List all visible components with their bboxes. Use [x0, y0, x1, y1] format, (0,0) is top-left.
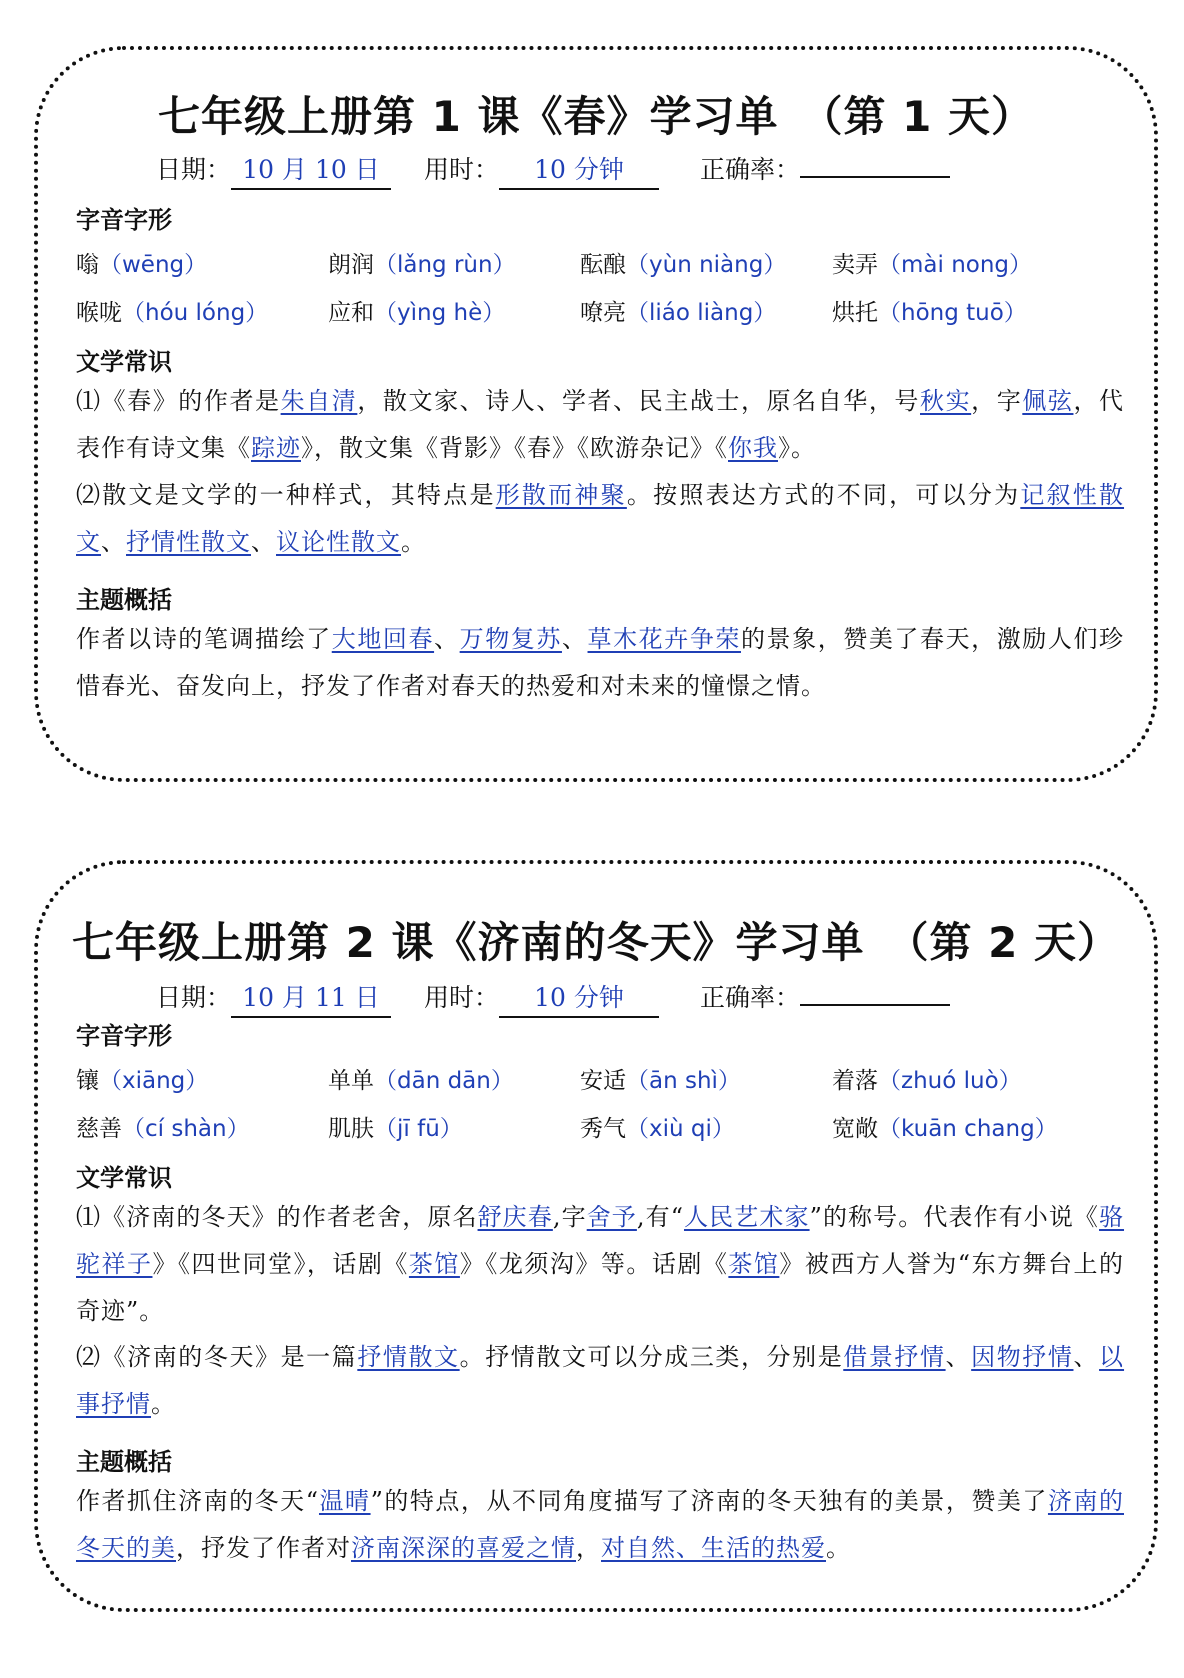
- answer-text: 万物复苏: [459, 625, 562, 653]
- answer-text: 以事抒情: [76, 1343, 1125, 1418]
- vocab-row: [76, 1062, 1124, 1096]
- vocab-item: 肌肤（jī fū）: [328, 1116, 463, 1142]
- paragraph-text: 》。: [778, 434, 816, 462]
- accuracy-item: [700, 150, 950, 186]
- paragraph-text: ⑵散文是文学的一种样式，其特点是: [76, 481, 496, 509]
- paragraph-text: ，散文家、诗人、学者、民主战士，原名自华，号: [357, 387, 920, 415]
- answer-text: 你我: [728, 434, 778, 462]
- answer-text: 草木花卉争荣: [587, 625, 741, 653]
- paragraph-text: 》，散文集《背影》《春》《欧游杂记》《: [301, 434, 728, 462]
- paragraph-text: 。抒情散文可以分成三类，分别是: [459, 1343, 844, 1371]
- paragraph-text: 、: [434, 625, 460, 653]
- accuracy-label: 正确率：: [700, 155, 801, 184]
- answer-text: 大地回春: [331, 625, 435, 653]
- paragraph-text: 。: [401, 528, 426, 556]
- date-field[interactable]: 10 月 10 日: [231, 150, 391, 190]
- vocab-item: 镶（xiāng）: [76, 1068, 209, 1094]
- vocab-row: [76, 1110, 1124, 1144]
- section-heading-theme: 主题概括: [76, 1448, 172, 1476]
- vocab-item: 应和（yìng hè）: [328, 300, 506, 326]
- answer-text: 抒情性散文: [126, 528, 251, 556]
- vocab-item: 酝酿（yùn niàng）: [580, 252, 787, 278]
- paragraph-text: ，: [576, 1534, 601, 1562]
- section-heading-vocab: 字音字形: [76, 206, 172, 234]
- answer-text: 抒情散文: [357, 1343, 460, 1371]
- vocab-item: 朗润（lǎng rùn）: [328, 252, 516, 278]
- vocab-item: 卖弄（mài nong）: [832, 252, 1033, 278]
- accuracy-item: [700, 978, 950, 1014]
- paragraph-text: ,字: [552, 1203, 587, 1231]
- answer-text: 秋实: [920, 387, 972, 415]
- date-label: 日期：: [156, 983, 232, 1012]
- answer-text: 议论性散文: [276, 528, 401, 556]
- answer-text: 记叙性散文: [76, 481, 1125, 556]
- lesson-card-1: [34, 46, 1158, 782]
- date-field[interactable]: 10 月 11 日: [231, 978, 391, 1018]
- paragraph-text: ，字: [971, 387, 1023, 415]
- time-item: [424, 150, 659, 190]
- accuracy-field[interactable]: [800, 1002, 950, 1006]
- literature-paragraph-1: [76, 378, 1124, 472]
- date-label: 日期：: [156, 155, 232, 184]
- time-item: [424, 978, 659, 1018]
- answer-text: 对自然、生活的热爱: [601, 1534, 826, 1562]
- vocab-item: 烘托（hōng tuō）: [832, 300, 1027, 326]
- lesson-card-2: [34, 860, 1158, 1612]
- time-field[interactable]: 10 分钟: [499, 978, 659, 1018]
- paragraph-text: 》《龙须沟》等。话剧《: [459, 1250, 729, 1278]
- answer-text: 因物抒情: [971, 1343, 1074, 1371]
- paragraph-text: 、: [101, 528, 126, 556]
- paragraph-text: 。: [151, 1390, 176, 1418]
- answer-text: 朱自清: [280, 387, 358, 415]
- vocab-item: 秀气（xiù qi）: [580, 1116, 735, 1142]
- paragraph-text: 、: [945, 1343, 972, 1371]
- answer-text: 骆驼祥子: [76, 1203, 1125, 1278]
- paragraph-text: 。按照表达方式的不同，可以分为: [626, 481, 1021, 509]
- date-item: [156, 150, 391, 190]
- paragraph-text: ，抒发了作者对: [176, 1534, 351, 1562]
- paragraph-text: 作者以诗的笔调描绘了: [76, 625, 332, 653]
- paragraph-text: 、: [1073, 1343, 1100, 1371]
- answer-text: 茶馆: [408, 1250, 460, 1278]
- date-item: [156, 978, 391, 1018]
- paragraph-text: ⑴《济南的冬天》的作者老舍，原名: [76, 1203, 478, 1231]
- paragraph-text: 的景象，赞美了春天，激励人们珍惜春光、奋发向上，抒发了作者对春天的热爱和对未来的憧憬之情。: [76, 625, 1125, 700]
- answer-text: 茶馆: [728, 1250, 780, 1278]
- vocab-row: [76, 294, 1124, 328]
- answer-text: 济南深深的喜爱之情: [351, 1534, 576, 1562]
- vocab-row: [76, 246, 1124, 280]
- answer-text: 济南的冬天的美: [76, 1487, 1124, 1562]
- theme-paragraph: [76, 616, 1124, 710]
- literature-paragraph-2: [76, 472, 1124, 566]
- paragraph-text: 。: [826, 1534, 851, 1562]
- paragraph-text: 》《四世同堂》，话剧《: [152, 1250, 409, 1278]
- time-label: 用时：: [424, 155, 500, 184]
- paragraph-text: ”的称号。代表作有小说《: [809, 1203, 1100, 1231]
- literature-paragraph-1: [76, 1194, 1124, 1335]
- section-heading-vocab: 字音字形: [76, 1022, 172, 1050]
- time-field[interactable]: 10 分钟: [499, 150, 659, 190]
- lesson-title: 七年级上册第 1 课《春》学习单 （第 1 天）: [158, 92, 1034, 141]
- paragraph-text: ，代表作有诗文集《: [76, 387, 1125, 462]
- accuracy-label: 正确率：: [700, 983, 801, 1012]
- vocab-item: 喉咙（hóu lóng）: [76, 300, 269, 326]
- vocab-item: 宽敞（kuān chang）: [832, 1116, 1058, 1142]
- answer-text: 舒庆春: [477, 1203, 553, 1231]
- paragraph-text: 》被西方人誉为“东方舞台上的奇迹”。: [76, 1250, 1125, 1325]
- section-heading-literature: 文学常识: [76, 348, 172, 376]
- vocab-item: 着落（zhuó luò）: [832, 1068, 1022, 1094]
- paragraph-text: ⑵《济南的冬天》是一篇: [76, 1343, 358, 1371]
- answer-text: 舍予: [586, 1203, 637, 1231]
- lesson-title: 七年级上册第 2 课《济南的冬天》学习单 （第 2 天）: [72, 918, 1120, 967]
- section-heading-theme: 主题概括: [76, 586, 172, 614]
- vocab-item: 慈善（cí shàn）: [76, 1116, 250, 1142]
- answer-text: 踪迹: [251, 434, 301, 462]
- paragraph-text: ”的特点，从不同角度描写了济南的冬天独有的美景，赞美了: [370, 1487, 1048, 1515]
- vocab-item: 安适（ān shì）: [580, 1068, 741, 1094]
- answer-text: 温晴: [318, 1487, 371, 1515]
- answer-text: 形散而神聚: [495, 481, 627, 509]
- answer-text: 人民艺术家: [683, 1203, 810, 1231]
- paragraph-text: 、: [251, 528, 276, 556]
- answer-text: 借景抒情: [843, 1343, 946, 1371]
- time-label: 用时：: [424, 983, 500, 1012]
- vocab-item: 嗡（wēng）: [76, 252, 208, 278]
- vocab-item: 嘹亮（liáo liàng）: [580, 300, 777, 326]
- paragraph-text: ,有“: [636, 1203, 684, 1231]
- paragraph-text: 、: [561, 625, 588, 653]
- paragraph-text: 作者抓住济南的冬天“: [76, 1487, 319, 1515]
- vocab-item: 单单（dān dān）: [328, 1068, 514, 1094]
- answer-text: 佩弦: [1022, 387, 1074, 415]
- paragraph-text: ⑴《春》的作者是: [76, 387, 281, 415]
- accuracy-field[interactable]: [800, 174, 950, 178]
- literature-paragraph-2: [76, 1334, 1124, 1428]
- section-heading-literature: 文学常识: [76, 1164, 172, 1192]
- theme-paragraph: [76, 1478, 1124, 1572]
